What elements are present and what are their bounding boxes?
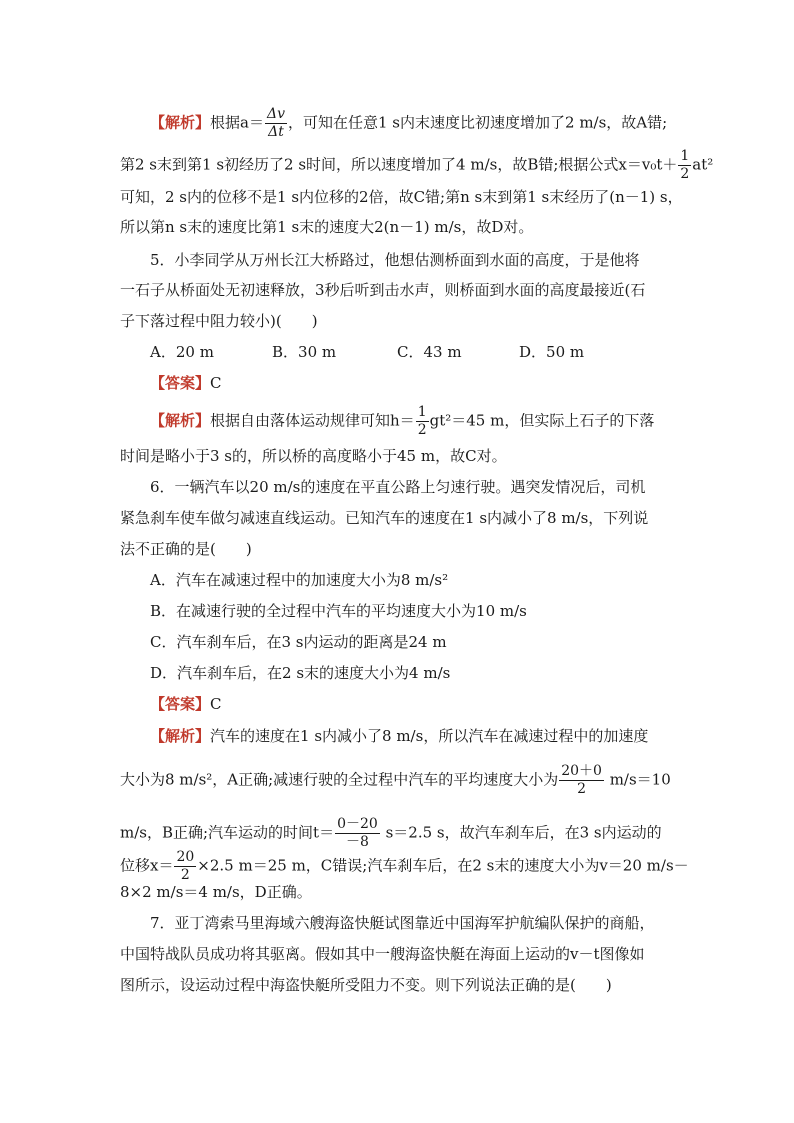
analysis-tag: 【解析】 <box>150 727 211 745</box>
answer-value: C <box>210 374 222 392</box>
text: 汽车的速度在1 s内减小了8 m/s，所以汽车在减速过程中的加速度 <box>210 727 649 745</box>
q5-option-c: C．43 m <box>397 343 462 361</box>
q4-analysis-line-4: 所以第n s末的速度比第1 s末的速度大2(n－1) m/s，故D对。 <box>120 218 534 236</box>
q6-option-d: D．汽车刹车后，在2 s末的速度大小为4 m/s <box>150 664 451 682</box>
q5-options <box>150 342 584 362</box>
fraction-denominator: 2 <box>680 166 690 182</box>
fraction-displacement <box>174 849 196 884</box>
fraction-dv-dt <box>265 106 287 141</box>
q6-option-b: B．在减速行驶的全过程中汽车的平均速度大小为10 m/s <box>150 602 527 620</box>
q6-option-c: C．汽车刹车后，在3 s内运动的距离是24 m <box>150 633 447 651</box>
text: 第2 s末到第1 s初经历了2 s时间，所以速度增加了4 m/s，故B错;根据公式x＝v₀t＋ <box>120 155 678 174</box>
text: 大小为8 m/s²，A正确;减速行驶的全过程中汽车的平均速度大小为 <box>120 770 559 789</box>
q6-option-a: A．汽车在减速过程中的加速度大小为8 m/s² <box>150 571 449 589</box>
fraction-denominator: 2 <box>577 781 587 797</box>
q6-analysis-line-1 <box>150 726 648 746</box>
q5-option-d: D．50 m <box>519 343 585 361</box>
q7-stem-line-3: 图所示，设运动过程中海盗快艇所受阻力不变。则下列说法正确的是( ) <box>120 976 612 994</box>
fraction-time <box>335 816 380 851</box>
q5-analysis-line-1 <box>150 404 654 439</box>
fraction-numerator: 1 <box>680 148 690 164</box>
q7-stem-line-2: 中国特战队员成功将其驱离。假如其中一艘海盗快艇在海面上运动的v－t图像如 <box>120 945 645 963</box>
fraction-one-half <box>416 404 429 439</box>
fraction-numerator: Δv <box>266 106 285 122</box>
analysis-tag: 【解析】 <box>150 411 211 430</box>
q5-stem-line-2: 一石子从桥面处无初速释放，3秒后听到击水声，则桥面到水面的高度最接近(石 <box>120 281 646 299</box>
text: m/s，B正确;汽车运动的时间t＝ <box>120 823 335 842</box>
q6-analysis-line-4 <box>120 849 689 884</box>
text: m/s＝10 <box>604 770 671 789</box>
fraction-denominator: 2 <box>417 422 427 438</box>
q5-option-b: B．30 m <box>272 343 337 361</box>
q4-analysis-line-3: 可知，2 s内的位移不是1 s内位移的2倍，故C错;第n s末到第1 s末经历了(n－1) s， <box>120 188 683 206</box>
fraction-numerator: 20 <box>176 849 195 865</box>
q6-analysis-line-2 <box>120 763 671 798</box>
q5-stem-line-3: 子下落过程中阻力较小)( ) <box>120 312 318 330</box>
fraction-denominator: －8 <box>346 834 369 850</box>
fraction-one-half <box>678 148 691 183</box>
text: 位移x＝ <box>120 856 174 875</box>
q6-stem-line-2: 紧急刹车使车做匀减速直线运动。已知汽车的速度在1 s内减小了8 m/s，下列说 <box>120 509 649 527</box>
q6-answer <box>150 694 222 714</box>
text: ，可知在任意1 s内末速度比初速度增加了2 m/s，故A错; <box>288 113 668 132</box>
q4-analysis-line-2 <box>120 148 713 183</box>
fraction-denominator: Δt <box>268 124 284 140</box>
fraction-average-speed <box>559 763 604 798</box>
q5-option-a: A．20 m <box>150 343 214 361</box>
text: gt²＝45 m，但实际上石子的下落 <box>429 411 655 430</box>
fraction-numerator: 20＋0 <box>561 763 602 779</box>
q6-stem-line-3: 法不正确的是( ) <box>120 540 252 558</box>
q5-answer <box>150 373 222 393</box>
answer-tag: 【答案】 <box>150 695 211 713</box>
fraction-numerator: 1 <box>417 404 427 420</box>
text: at² <box>692 155 714 174</box>
q6-stem-line-1: 6．一辆汽车以20 m/s的速度在平直公路上匀速行驶。遇突发情况后，司机 <box>150 478 646 496</box>
answer-value: C <box>210 695 222 713</box>
text: 根据a＝ <box>210 113 264 132</box>
text: 根据自由落体运动规律可知h＝ <box>210 411 415 430</box>
fraction-numerator: 0－20 <box>337 816 378 832</box>
q6-analysis-line-3 <box>120 816 662 851</box>
fraction-denominator: 2 <box>180 867 190 883</box>
q5-analysis-line-2: 时间是略小于3 s的，所以桥的高度略小于45 m，故C对。 <box>120 447 507 465</box>
answer-tag: 【答案】 <box>150 374 211 392</box>
q6-analysis-line-5: 8×2 m/s＝4 m/s，D正确。 <box>120 883 312 901</box>
q5-stem-line-1: 5．小李同学从万州长江大桥路过，他想估测桥面到水面的高度，于是他将 <box>150 251 640 269</box>
analysis-tag: 【解析】 <box>150 113 211 132</box>
q4-analysis-line-1 <box>150 106 667 141</box>
text: s＝2.5 s，故汽车刹车后，在3 s内运动的 <box>380 823 662 842</box>
q7-stem-line-1: 7．亚丁湾索马里海域六艘海盗快艇试图靠近中国海军护航编队保护的商船， <box>150 914 655 932</box>
text: ×2.5 m＝25 m，C错误;汽车刹车后，在2 s末的速度大小为v＝20 m/s－ <box>197 856 689 875</box>
